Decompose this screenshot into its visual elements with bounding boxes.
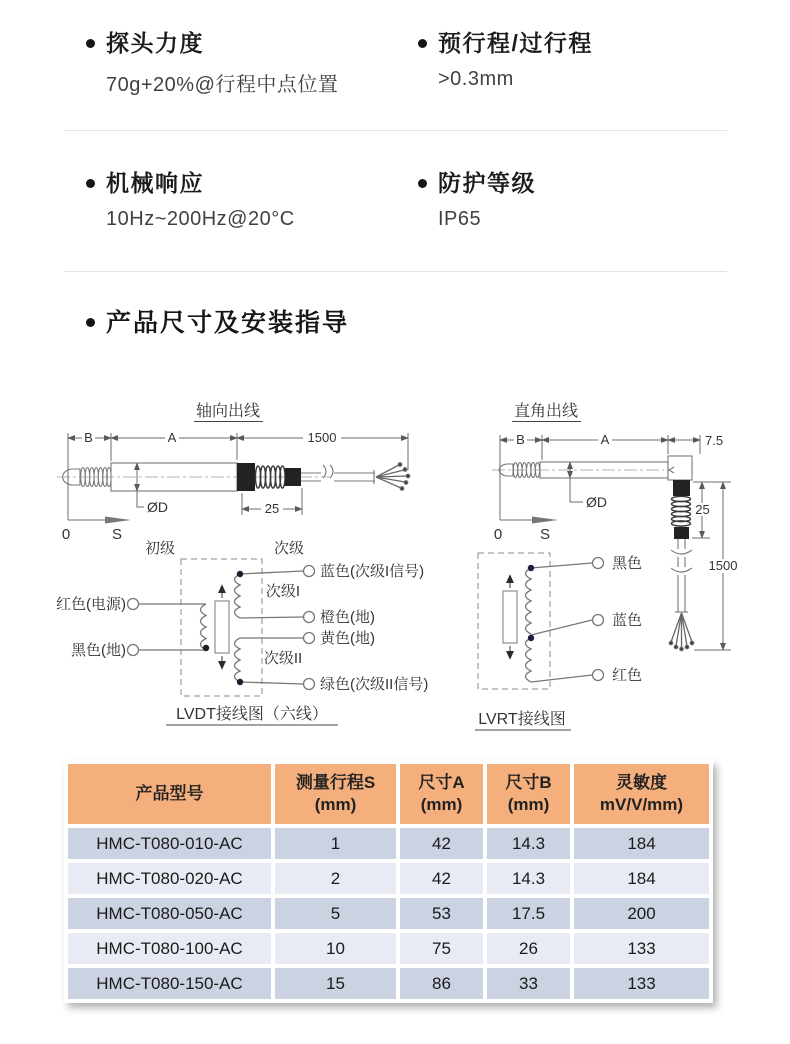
header-cell-dim-a — [400, 764, 483, 824]
wire-splay — [669, 613, 693, 651]
table-row — [68, 863, 709, 894]
terminal-icon — [593, 615, 604, 626]
dimension-label-a: A — [167, 430, 177, 445]
table-cell: HMC-T080-020-AC — [68, 863, 271, 894]
table-cell: 1 — [275, 828, 396, 859]
spec-value: IP65 — [438, 208, 482, 230]
wire-label-sec1-signal: 蓝色(次级I信号) — [320, 563, 425, 580]
spec-value: 70g+20%@行程中点位置 — [106, 74, 339, 96]
table-cell: 2 — [275, 863, 396, 894]
polarity-dot — [237, 679, 243, 685]
table-cell: 33 — [487, 968, 570, 999]
coil-upper — [526, 568, 532, 634]
spec-title: 机械响应 — [106, 170, 204, 196]
header-text: 尺寸B — [505, 773, 552, 792]
terminal-icon — [128, 645, 139, 656]
header-cell-dim-b — [487, 764, 570, 824]
bullet-icon — [86, 179, 95, 188]
secondary1-coil — [235, 574, 241, 618]
header-text: (mm) — [314, 795, 357, 814]
terminal-icon — [304, 566, 315, 577]
secondary-label: 次级 — [273, 540, 305, 557]
installation-diagram — [0, 390, 790, 755]
break-mark — [330, 465, 333, 478]
stroke-label: S — [111, 526, 123, 543]
terminal-icon — [304, 633, 315, 644]
table-cell: 14.3 — [487, 828, 570, 859]
break-mark — [671, 568, 692, 572]
boot-collar — [285, 468, 301, 486]
diagram-title: 直角出线 — [513, 403, 579, 420]
axial-diagram — [57, 402, 410, 543]
terminal-icon — [593, 670, 604, 681]
dimension-label-diameter: ØD — [586, 494, 607, 510]
header-cell-stroke — [275, 764, 396, 824]
wire-label-sec2-signal: 绿色(次级II信号) — [320, 676, 429, 693]
table-cell: 133 — [574, 933, 709, 964]
polarity-dot — [237, 571, 243, 577]
dimension-label-b: B — [84, 430, 93, 445]
table-row — [68, 933, 709, 964]
header-text: mV/V/mm) — [599, 795, 684, 814]
lvrt-wiring-diagram — [475, 553, 642, 730]
dimension-label-diameter: ØD — [147, 499, 168, 515]
cable-gland — [673, 480, 690, 496]
break-mark — [671, 550, 692, 554]
dimension-label-cable-length: 1500 — [708, 558, 738, 573]
dimension-label-cable-length: 1500 — [307, 430, 337, 445]
strain-relief-boot — [672, 496, 691, 526]
terminal-icon — [304, 612, 315, 623]
wire-splay — [376, 463, 410, 490]
header-text: (mm) — [507, 795, 550, 814]
divider — [64, 271, 727, 272]
table-cell: 15 — [275, 968, 396, 999]
table-row — [68, 828, 709, 859]
diagram-caption: LVDT接线图（六线） — [176, 706, 328, 723]
diagram-title: 轴向出线 — [195, 403, 261, 420]
bullet-icon — [86, 39, 95, 48]
core — [215, 601, 229, 653]
secondary2-coil — [235, 638, 241, 682]
strain-relief-boot — [255, 466, 285, 488]
core — [503, 591, 517, 643]
table-cell: HMC-T080-100-AC — [68, 933, 271, 964]
spec-value: 10Hz~200Hz@20°C — [106, 208, 295, 230]
header-cell-model — [68, 764, 271, 824]
coil-lower — [526, 638, 532, 682]
terminal-icon — [304, 679, 315, 690]
bullet-icon — [86, 318, 95, 327]
wire-label-power: 红色(电源) — [56, 596, 126, 613]
spec-value: >0.3mm — [438, 68, 514, 90]
spec-item-protection — [416, 166, 536, 231]
primary-coil — [201, 604, 207, 650]
table-cell: 184 — [574, 863, 709, 894]
spec-title: 预行程/过行程 — [438, 30, 593, 56]
cable — [301, 465, 375, 484]
table-cell: HMC-T080-050-AC — [68, 898, 271, 929]
table-cell: 53 — [400, 898, 483, 929]
table-cell: 86 — [400, 968, 483, 999]
header-text: 测量行程S — [295, 773, 376, 792]
polarity-dot — [528, 635, 534, 641]
divider — [64, 130, 727, 131]
diagram-caption: LVRT接线图 — [478, 711, 566, 728]
secondary2-label: 次级II — [263, 650, 303, 667]
spec-item-mech-response — [84, 166, 295, 231]
table-cell: 10 — [275, 933, 396, 964]
polarity-dot — [203, 645, 209, 651]
origin-label: 0 — [61, 526, 71, 543]
table-cell: 26 — [487, 933, 570, 964]
lvdt-wiring-diagram — [56, 540, 428, 725]
wire-label-ground: 黑色(地) — [71, 642, 126, 659]
spec-title: 防护等级 — [438, 170, 536, 196]
table-header-row — [68, 764, 709, 824]
table-cell: 42 — [400, 828, 483, 859]
stroke-arrow-icon — [532, 517, 558, 524]
dimension-label-boot: 25 — [264, 501, 280, 516]
terminal-icon — [128, 599, 139, 610]
origin-label: 0 — [493, 526, 503, 543]
table-cell: 200 — [574, 898, 709, 929]
table-cell: 5 — [275, 898, 396, 929]
bullet-icon — [418, 179, 427, 188]
wire-label-blue: 蓝色 — [612, 612, 643, 629]
break-mark — [323, 465, 326, 478]
spec-item-probe-force — [84, 26, 338, 97]
secondary1-label: 次级I — [265, 583, 301, 600]
spec-title: 探头力度 — [106, 30, 204, 56]
table-cell: HMC-T080-150-AC — [68, 968, 271, 999]
table-row — [68, 968, 709, 999]
primary-label: 初级 — [144, 540, 176, 557]
header-text: 尺寸A — [418, 773, 465, 792]
table-cell: 75 — [400, 933, 483, 964]
bullet-icon — [418, 39, 427, 48]
header-text: 灵敏度 — [616, 773, 667, 792]
dimension-label-head: 7.5 — [705, 433, 724, 448]
wire-label-sec1-ground: 橙色(地) — [320, 609, 375, 626]
dimension-label-a: A — [600, 432, 610, 447]
spec-item-pretravel — [416, 26, 593, 91]
table-cell: 14.3 — [487, 863, 570, 894]
header-cell-sensitivity — [574, 764, 709, 824]
stroke-label: S — [539, 526, 551, 543]
table-cell: HMC-T080-010-AC — [68, 828, 271, 859]
polarity-dot — [528, 565, 534, 571]
cable — [671, 539, 692, 612]
sensor-body-right-angle — [499, 456, 692, 480]
wire-label-red: 红色 — [612, 667, 643, 684]
stroke-arrow-icon — [105, 517, 131, 524]
dimension-label-b: B — [516, 432, 525, 447]
table-cell: 184 — [574, 828, 709, 859]
header-text: (mm) — [420, 795, 463, 814]
boot-collar — [674, 527, 689, 539]
section-heading — [84, 303, 349, 339]
cable-gland — [237, 463, 255, 491]
wire-label-sec2-ground: 黄色(地) — [320, 630, 375, 647]
table-row — [68, 898, 709, 929]
wire-label-black: 黑色 — [612, 555, 643, 572]
dimension-label-boot: 25 — [695, 502, 710, 517]
header-text: 产品型号 — [135, 784, 204, 803]
table-cell: 42 — [400, 863, 483, 894]
table-cell: 133 — [574, 968, 709, 999]
table-cell: 17.5 — [487, 898, 570, 929]
page-title: 产品尺寸及安装指导 — [106, 309, 350, 337]
product-table — [64, 760, 713, 1003]
terminal-icon — [593, 558, 604, 569]
